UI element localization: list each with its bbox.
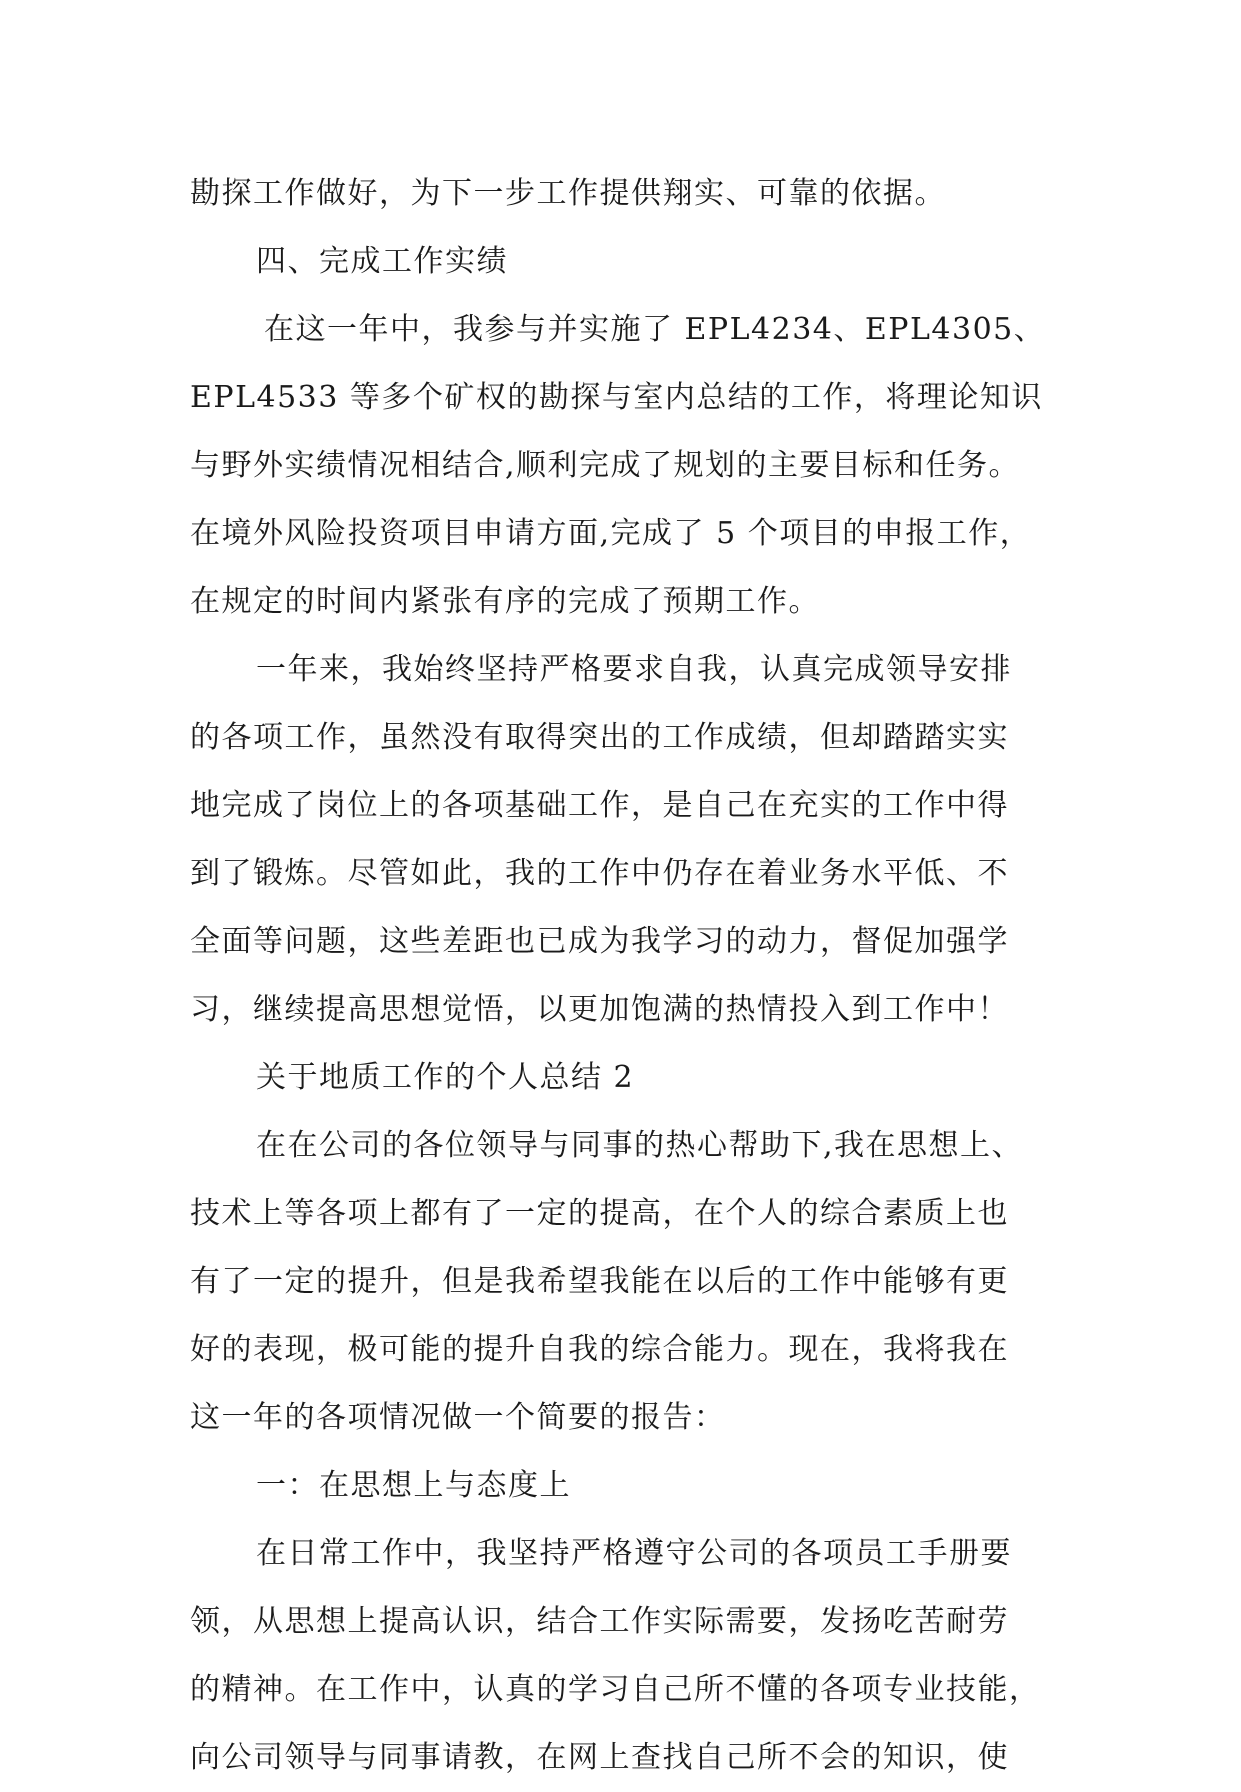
paragraph-start: 在这一年中，我参与并实施了 EPL4234、EPL4305、 xyxy=(264,312,1046,347)
text-line: 在规定的时间内紧张有序的完成了预期工作。 xyxy=(190,584,820,619)
text-line: 领，从思想上提高认识，结合工作实际需要，发扬吃苦耐劳 xyxy=(190,1604,1009,1639)
text-line: 习，继续提高思想觉悟，以更加饱满的热情投入到工作中！ xyxy=(190,992,1009,1027)
text-line: 到了锻炼。尽管如此，我的工作中仍存在着业务水平低、不 xyxy=(190,856,1009,891)
text-line: EPL4533 等多个矿权的勘探与室内总结的工作，将理论知识 xyxy=(190,380,1043,415)
text-line: 勘探工作做好，为下一步工作提供翔实、可靠的依据。 xyxy=(190,176,946,211)
text-line: 技术上等各项上都有了一定的提高，在个人的综合素质上也 xyxy=(190,1196,1009,1231)
text-line: 好的表现，极可能的提升自我的综合能力。现在，我将我在 xyxy=(190,1332,1009,1367)
text-line: 这一年的各项情况做一个简要的报告： xyxy=(190,1400,726,1435)
text-line: 的各项工作，虽然没有取得突出的工作成绩，但却踏踏实实 xyxy=(190,720,1009,755)
document-body xyxy=(190,160,1050,1792)
paragraph-start: 一年来，我始终坚持严格要求自我，认真完成领导安排 xyxy=(256,652,1012,687)
paragraph-start: 在日常工作中，我坚持严格遵守公司的各项员工手册要 xyxy=(256,1536,1012,1571)
text-line: 的精神。在工作中，认真的学习自己所不懂的各项专业技能， xyxy=(190,1672,1041,1707)
text-line: 在境外风险投资项目申请方面,完成了 5 个项目的申报工作， xyxy=(190,516,1032,551)
text-line: 与野外实绩情况相结合,顺利完成了规划的主要目标和任务。 xyxy=(190,448,1021,483)
text-line: 地完成了岗位上的各项基础工作，是自己在充实的工作中得 xyxy=(190,788,1009,823)
section-heading: 一：在思想上与态度上 xyxy=(256,1468,571,1503)
section-heading: 四、完成工作实绩 xyxy=(256,244,508,279)
section-title: 关于地质工作的个人总结 2 xyxy=(256,1060,635,1095)
text-line: 向公司领导与同事请教，在网上查找自己所不会的知识，使 xyxy=(190,1740,1009,1775)
paragraph-start: 在在公司的各位领导与同事的热心帮助下,我在思想上、 xyxy=(256,1128,1024,1163)
text-line: 有了一定的提升，但是我希望我能在以后的工作中能够有更 xyxy=(190,1264,1009,1299)
text-line: 全面等问题，这些差距也已成为我学习的动力，督促加强学 xyxy=(190,924,1009,959)
